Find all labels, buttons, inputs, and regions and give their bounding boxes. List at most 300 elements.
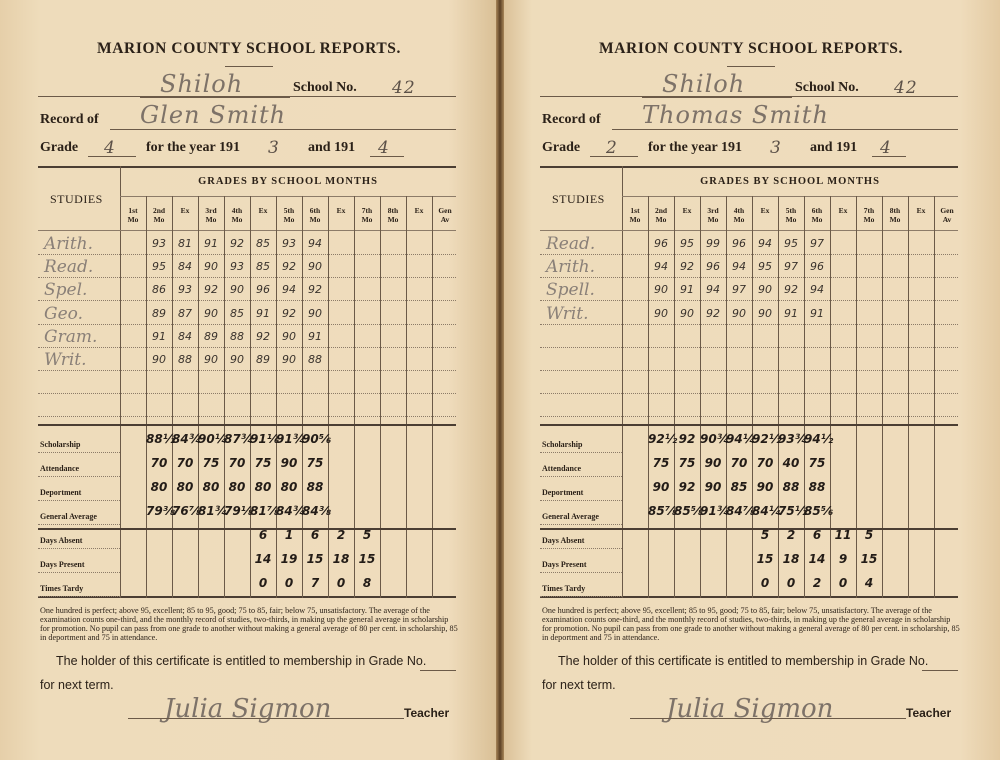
month-header-line1: 4th bbox=[231, 206, 243, 215]
month-header-line1: Ex bbox=[916, 206, 926, 215]
summary-cell: 2 bbox=[812, 576, 822, 590]
school-number: 42 bbox=[392, 78, 416, 98]
summary-cell: 15 bbox=[306, 552, 324, 566]
subject-row-line bbox=[38, 416, 456, 417]
grade-cell: 90 bbox=[282, 329, 296, 343]
grade-cell: 92 bbox=[204, 283, 218, 297]
month-header bbox=[882, 206, 908, 224]
month-header-line2: Mo bbox=[707, 215, 719, 224]
subject-row-line bbox=[540, 254, 958, 255]
grade-cell: 88 bbox=[308, 353, 322, 366]
subject-row-line bbox=[540, 393, 958, 394]
month-header-line1: Gen bbox=[438, 206, 452, 215]
grade-cell: 94 bbox=[308, 237, 322, 250]
summary-row-label-text: Days Absent bbox=[40, 536, 83, 545]
month-header-line2: Mo bbox=[283, 215, 295, 224]
grade-no-underline bbox=[922, 670, 958, 671]
subject-row-line bbox=[540, 277, 958, 278]
summary-cell: 75½ bbox=[778, 504, 808, 518]
grading-note: One hundred is perfect; above 95, excellent; 85 to 95, good; 75 to 85, fair; below 75, unsatisfactory. The average of the examination counts one-third, and the monthly record of studies, two-thirds, in making up the general average in scholarship for promotion. No pupil can pass from one grade to another without making a general average of 80 per cent. in scholarship, 85 in deportment and 75 in attendance. bbox=[40, 606, 458, 642]
grade-cell: 94 bbox=[282, 283, 296, 297]
general-average-rule bbox=[38, 528, 456, 530]
summary-cell: 92 bbox=[678, 480, 696, 494]
summary-cell: 0 bbox=[284, 576, 294, 590]
summary-cell: 91⅙ bbox=[250, 432, 280, 446]
grade-cell: 90 bbox=[204, 260, 218, 274]
summary-row-line bbox=[38, 476, 120, 477]
summary-row-line bbox=[38, 572, 120, 573]
summary-cell: 85⅚ bbox=[804, 504, 834, 518]
summary-cell: 94½ bbox=[804, 432, 834, 446]
summary-row-label-text: Scholarship bbox=[40, 440, 81, 449]
grade-cell: 91 bbox=[784, 306, 798, 320]
summary-row-label-text: Days Present bbox=[542, 560, 587, 569]
grade-cell: 90 bbox=[308, 260, 322, 274]
title-rule bbox=[225, 66, 273, 67]
grade-cell: 91 bbox=[152, 329, 166, 343]
subject-name: Arith. bbox=[546, 257, 596, 278]
summary-cell: 85 bbox=[730, 480, 748, 494]
summary-row-label bbox=[40, 536, 82, 545]
summary-cell: 90 bbox=[704, 480, 722, 494]
summary-cell: 81⅞ bbox=[250, 504, 280, 518]
month-header bbox=[648, 206, 674, 224]
month-header-line2: Mo bbox=[733, 215, 745, 224]
month-header bbox=[778, 206, 804, 224]
month-header bbox=[908, 206, 934, 215]
subject-name: Writ. bbox=[546, 303, 589, 324]
summary-cell: 88 bbox=[808, 480, 826, 494]
subject-name: Spell. bbox=[546, 280, 595, 301]
summary-cell: 0 bbox=[760, 576, 770, 590]
month-header-line2: Mo bbox=[655, 215, 667, 224]
summary-cell: 88 bbox=[782, 480, 800, 494]
month-header-line2: Av bbox=[440, 215, 450, 224]
summary-cell: 75 bbox=[202, 456, 220, 470]
teacher-label: Teacher bbox=[906, 706, 952, 720]
summary-cell: 75 bbox=[652, 456, 670, 470]
summary-row-label-text: Scholarship bbox=[542, 440, 583, 449]
summary-row-label-text: General Average bbox=[40, 512, 97, 521]
month-header-line1: 7th bbox=[863, 206, 875, 215]
grade-cell: 96 bbox=[732, 237, 746, 250]
subjects-bottom-rule bbox=[38, 424, 456, 426]
grade-cell: 92 bbox=[230, 237, 244, 250]
grade-cell: 94 bbox=[810, 283, 824, 297]
summary-cell: 75 bbox=[254, 456, 272, 470]
summary-cell: 8 bbox=[362, 576, 372, 590]
right-report-page bbox=[502, 0, 1000, 760]
general-average-rule bbox=[540, 528, 958, 530]
year-underline bbox=[370, 156, 404, 157]
month-header-line1: 1st bbox=[128, 206, 138, 215]
grade-value: 4 bbox=[104, 138, 116, 158]
month-header bbox=[120, 206, 146, 224]
month-header-line1: Ex bbox=[414, 206, 424, 215]
subject-row-line bbox=[38, 300, 456, 301]
summary-row-label bbox=[542, 464, 581, 473]
grades-by-months-header: GRADES BY SCHOOL MONTHS bbox=[198, 176, 378, 187]
grade-no-underline bbox=[420, 670, 456, 671]
summary-row-label bbox=[542, 584, 585, 593]
summary-row-line bbox=[540, 548, 622, 549]
month-column-divider bbox=[674, 196, 675, 598]
summary-cell: 76⅞ bbox=[172, 504, 202, 518]
summary-row-line bbox=[38, 452, 120, 453]
certificate-line: The holder of this certificate is entitled to membership in Grade No. bbox=[558, 654, 929, 668]
summary-cell: 19 bbox=[280, 552, 298, 566]
month-header-line2: Mo bbox=[309, 215, 321, 224]
month-header bbox=[302, 206, 328, 224]
grade-cell: 95 bbox=[680, 237, 694, 250]
summary-cell: 85⅝ bbox=[674, 504, 704, 518]
year-to: 4 bbox=[378, 138, 390, 158]
summary-row-label bbox=[40, 512, 97, 521]
summary-cell: 2 bbox=[336, 528, 346, 542]
school-number-label: School No. bbox=[293, 80, 357, 95]
month-header-line1: 4th bbox=[733, 206, 745, 215]
grade-cell: 84 bbox=[178, 329, 192, 343]
grade-cell: 92 bbox=[784, 283, 798, 297]
summary-cell: 80 bbox=[228, 480, 246, 494]
month-column-divider bbox=[146, 196, 147, 598]
summary-cell: 93¾ bbox=[778, 432, 808, 446]
summary-row-line bbox=[540, 452, 622, 453]
grade-underline bbox=[88, 156, 136, 157]
summary-cell: 70 bbox=[150, 456, 168, 470]
month-header-line1: Ex bbox=[838, 206, 848, 215]
month-header-line1: 2nd bbox=[152, 206, 166, 215]
summary-row-line bbox=[540, 572, 622, 573]
month-header-line1: 6th bbox=[811, 206, 823, 215]
summary-row-label-text: Times Tardy bbox=[542, 584, 586, 593]
certificate-line: The holder of this certificate is entitled to membership in Grade No. bbox=[56, 654, 427, 668]
studies-header: STUDIES bbox=[50, 192, 103, 206]
summary-cell: 84¾ bbox=[172, 432, 202, 446]
summary-cell: 75 bbox=[808, 456, 826, 470]
month-header bbox=[354, 206, 380, 224]
summary-row-label bbox=[40, 488, 81, 497]
grades-by-months-header: GRADES BY SCHOOL MONTHS bbox=[700, 176, 880, 187]
month-header bbox=[804, 206, 830, 224]
summary-cell: 88½ bbox=[146, 432, 176, 446]
grade-cell: 85 bbox=[256, 237, 270, 250]
month-header-line2: Mo bbox=[361, 215, 373, 224]
grade-cell: 92 bbox=[706, 306, 720, 320]
left-report-page bbox=[0, 0, 498, 760]
month-header-line1: 1st bbox=[630, 206, 640, 215]
grade-cell: 97 bbox=[810, 237, 824, 250]
header-bottom-rule bbox=[540, 230, 958, 231]
summary-row-label bbox=[542, 512, 599, 521]
grade-cell: 90 bbox=[758, 283, 772, 297]
summary-row-label bbox=[542, 560, 587, 569]
summary-row-line bbox=[540, 500, 622, 501]
month-header-line1: 2nd bbox=[654, 206, 668, 215]
summary-cell: 75 bbox=[306, 456, 324, 470]
and-year-label: and 191 bbox=[308, 140, 356, 155]
grade-cell: 94 bbox=[732, 260, 746, 274]
grade-cell: 91 bbox=[680, 283, 694, 297]
grade-cell: 92 bbox=[680, 260, 694, 274]
summary-cell: 90 bbox=[704, 456, 722, 470]
subject-row-line bbox=[38, 370, 456, 371]
subject-row-line bbox=[38, 393, 456, 394]
subject-row-line bbox=[540, 370, 958, 371]
subject-row-line bbox=[38, 324, 456, 325]
summary-row-label bbox=[40, 560, 85, 569]
teacher-label: Teacher bbox=[404, 706, 450, 720]
school-number: 42 bbox=[894, 78, 918, 98]
grade-cell: 86 bbox=[152, 283, 166, 297]
grade-cell: 90 bbox=[654, 306, 668, 320]
summary-cell: 70 bbox=[176, 456, 194, 470]
grade-cell: 89 bbox=[204, 329, 218, 343]
summary-cell: 6 bbox=[310, 528, 320, 542]
summary-cell: 7 bbox=[310, 576, 320, 590]
grade-cell: 94 bbox=[654, 260, 668, 274]
subject-name: Arith. bbox=[44, 234, 94, 254]
summary-cell: 79⅜ bbox=[146, 504, 176, 518]
teacher-signature: Julia Sigmon bbox=[164, 694, 332, 724]
grade-cell: 97 bbox=[732, 283, 746, 297]
summary-cell: 91¾ bbox=[700, 504, 730, 518]
month-header bbox=[934, 206, 960, 224]
subject-row-line bbox=[38, 277, 456, 278]
subject-row-line bbox=[540, 347, 958, 348]
summary-row-line bbox=[38, 524, 120, 525]
grade-cell: 92 bbox=[308, 283, 322, 297]
grade-label: Grade bbox=[542, 140, 581, 155]
book-spine bbox=[496, 0, 504, 760]
month-header bbox=[276, 206, 302, 224]
subject-row-line bbox=[38, 347, 456, 348]
summary-cell: 5 bbox=[760, 528, 770, 542]
grade-cell: 84 bbox=[178, 260, 192, 274]
month-header bbox=[622, 206, 648, 224]
month-column-divider bbox=[224, 196, 225, 598]
subject-name: Gram. bbox=[44, 326, 98, 347]
month-column-divider bbox=[172, 196, 173, 598]
month-header bbox=[752, 206, 778, 215]
grade-cell: 96 bbox=[706, 260, 720, 274]
grade-cell: 90 bbox=[230, 283, 244, 297]
grade-cell: 91 bbox=[308, 329, 322, 343]
year-label: for the year 191 bbox=[146, 140, 240, 155]
summary-row-line bbox=[540, 524, 622, 525]
grade-cell: 96 bbox=[810, 260, 824, 274]
next-term-line: for next term. bbox=[542, 678, 616, 692]
signature-underline bbox=[128, 718, 404, 719]
summary-cell: 4 bbox=[864, 576, 874, 590]
summary-cell: 6 bbox=[812, 528, 822, 542]
school-name-underline bbox=[642, 97, 792, 98]
student-name: Glen Smith bbox=[140, 101, 287, 129]
grade-cell: 99 bbox=[706, 237, 720, 250]
report-title: MARION COUNTY SCHOOL REPORTS. bbox=[599, 40, 903, 57]
month-header-line2: Mo bbox=[387, 215, 399, 224]
grade-cell: 90 bbox=[204, 306, 218, 320]
summary-row-label-text: Times Tardy bbox=[40, 584, 84, 593]
grade-cell: 85 bbox=[230, 306, 244, 320]
summary-cell: 80 bbox=[202, 480, 220, 494]
grade-cell: 93 bbox=[282, 237, 296, 250]
grade-cell: 94 bbox=[758, 237, 772, 250]
summary-row-label-text: Deportment bbox=[40, 488, 82, 497]
summary-cell: 84⅞ bbox=[726, 504, 756, 518]
summary-cell: 90 bbox=[280, 456, 298, 470]
month-header-line1: 5th bbox=[785, 206, 797, 215]
summary-row-line bbox=[540, 476, 622, 477]
summary-row-line bbox=[38, 500, 120, 501]
grade-value: 2 bbox=[606, 138, 618, 158]
summary-cell: 18 bbox=[782, 552, 800, 566]
and-year-label: and 191 bbox=[810, 140, 858, 155]
year-underline bbox=[872, 156, 906, 157]
grade-cell: 90 bbox=[282, 353, 296, 366]
month-header-line2: Mo bbox=[231, 215, 243, 224]
month-header bbox=[172, 206, 198, 215]
school-name: Shiloh bbox=[160, 70, 244, 98]
month-column-divider bbox=[726, 196, 727, 598]
grade-cell: 91 bbox=[204, 237, 218, 250]
month-column-divider bbox=[882, 196, 883, 598]
summary-cell: 91¾ bbox=[276, 432, 306, 446]
subject-name: Spel. bbox=[44, 280, 88, 301]
summary-cell: 15 bbox=[358, 552, 376, 566]
month-header-line1: 3rd bbox=[707, 206, 719, 215]
summary-cell: 90 bbox=[652, 480, 670, 494]
school-name: Shiloh bbox=[662, 70, 746, 98]
month-header-line1: Ex bbox=[258, 206, 268, 215]
studies-header: STUDIES bbox=[552, 192, 605, 206]
summary-row-label-text: General Average bbox=[542, 512, 599, 521]
month-header bbox=[700, 206, 726, 224]
month-header bbox=[726, 206, 752, 224]
grade-cell: 89 bbox=[152, 306, 166, 320]
month-header-line2: Mo bbox=[205, 215, 217, 224]
summary-cell: 87¾ bbox=[224, 432, 254, 446]
header-bottom-rule bbox=[38, 230, 456, 231]
grade-cell: 90 bbox=[204, 353, 218, 366]
subject-name: Read. bbox=[44, 257, 94, 278]
summary-cell: 80 bbox=[150, 480, 168, 494]
month-header-line1: Ex bbox=[760, 206, 770, 215]
month-header-line1: 5th bbox=[283, 206, 295, 215]
month-header bbox=[380, 206, 406, 224]
summary-cell: 0 bbox=[786, 576, 796, 590]
summary-cell: 84⅜ bbox=[302, 504, 332, 518]
month-header-line2: Mo bbox=[153, 215, 165, 224]
title-rule bbox=[727, 66, 775, 67]
month-header bbox=[856, 206, 882, 224]
summary-row-label bbox=[542, 536, 584, 545]
summary-cell: 70 bbox=[228, 456, 246, 470]
month-column-divider bbox=[198, 196, 199, 598]
summary-row-label bbox=[542, 440, 582, 449]
summary-cell: 80 bbox=[176, 480, 194, 494]
month-header bbox=[146, 206, 172, 224]
grade-cell: 85 bbox=[256, 260, 270, 274]
month-header bbox=[406, 206, 432, 215]
grade-cell: 87 bbox=[178, 306, 192, 320]
month-header bbox=[328, 206, 354, 215]
month-header-line2: Mo bbox=[127, 215, 139, 224]
month-header bbox=[224, 206, 250, 224]
grade-cell: 92 bbox=[282, 260, 296, 274]
next-term-line: for next term. bbox=[40, 678, 114, 692]
summary-cell: 94¼ bbox=[726, 432, 756, 446]
record-underline bbox=[110, 129, 456, 130]
summary-cell: 1 bbox=[284, 528, 294, 542]
month-header-line2: Mo bbox=[889, 215, 901, 224]
summary-cell: 0 bbox=[258, 576, 268, 590]
grade-cell: 90 bbox=[680, 306, 694, 320]
month-header-line2: Mo bbox=[863, 215, 875, 224]
summary-cell: 0 bbox=[838, 576, 848, 590]
summary-cell: 70 bbox=[730, 456, 748, 470]
grade-label: Grade bbox=[40, 140, 79, 155]
month-header-line2: Mo bbox=[811, 215, 823, 224]
grade-cell: 90 bbox=[308, 306, 322, 320]
summary-cell: 14 bbox=[254, 552, 272, 566]
summary-row-label-text: Days Absent bbox=[542, 536, 585, 545]
summary-cell: 15 bbox=[756, 552, 774, 566]
subject-row-line bbox=[540, 416, 958, 417]
month-header-line1: 8th bbox=[889, 206, 901, 215]
school-number-label: School No. bbox=[795, 80, 859, 95]
year-to: 4 bbox=[880, 138, 892, 158]
summary-cell: 14 bbox=[808, 552, 826, 566]
summary-row-label bbox=[40, 440, 80, 449]
summary-row-label-text: Deportment bbox=[542, 488, 584, 497]
summary-cell: 80 bbox=[254, 480, 272, 494]
grade-underline bbox=[590, 156, 638, 157]
summary-cell: 6 bbox=[258, 528, 268, 542]
summary-row-label bbox=[40, 464, 79, 473]
month-header-line2: Av bbox=[942, 215, 952, 224]
grade-cell: 91 bbox=[256, 306, 270, 320]
month-column-divider bbox=[934, 196, 935, 598]
grade-cell: 90 bbox=[758, 306, 772, 320]
month-header bbox=[198, 206, 224, 224]
grade-cell: 95 bbox=[758, 260, 772, 274]
grade-cell: 96 bbox=[256, 283, 270, 297]
summary-cell: 90¾ bbox=[700, 432, 730, 446]
summary-cell: 11 bbox=[834, 528, 852, 542]
summary-row-line bbox=[38, 548, 120, 549]
month-header-line1: Gen bbox=[940, 206, 954, 215]
grade-cell: 81 bbox=[178, 237, 192, 250]
grade-cell: 95 bbox=[152, 260, 166, 274]
record-of-label: Record of bbox=[40, 112, 99, 127]
summary-cell: 5 bbox=[864, 528, 874, 542]
summary-cell: 90¼ bbox=[198, 432, 228, 446]
summary-row-label bbox=[40, 584, 83, 593]
summary-cell: 81¾ bbox=[198, 504, 228, 518]
month-header-line1: 6th bbox=[309, 206, 321, 215]
month-header-line1: Ex bbox=[336, 206, 346, 215]
summary-cell: 5 bbox=[362, 528, 372, 542]
subject-name: Writ. bbox=[44, 350, 87, 370]
month-header-line1: Ex bbox=[682, 206, 692, 215]
summary-cell: 9 bbox=[838, 552, 848, 566]
grade-cell: 92 bbox=[256, 329, 270, 343]
grade-cell: 90 bbox=[152, 353, 166, 366]
month-column-divider bbox=[700, 196, 701, 598]
grade-cell: 93 bbox=[230, 260, 244, 274]
summary-cell: 90⅚ bbox=[302, 432, 332, 446]
